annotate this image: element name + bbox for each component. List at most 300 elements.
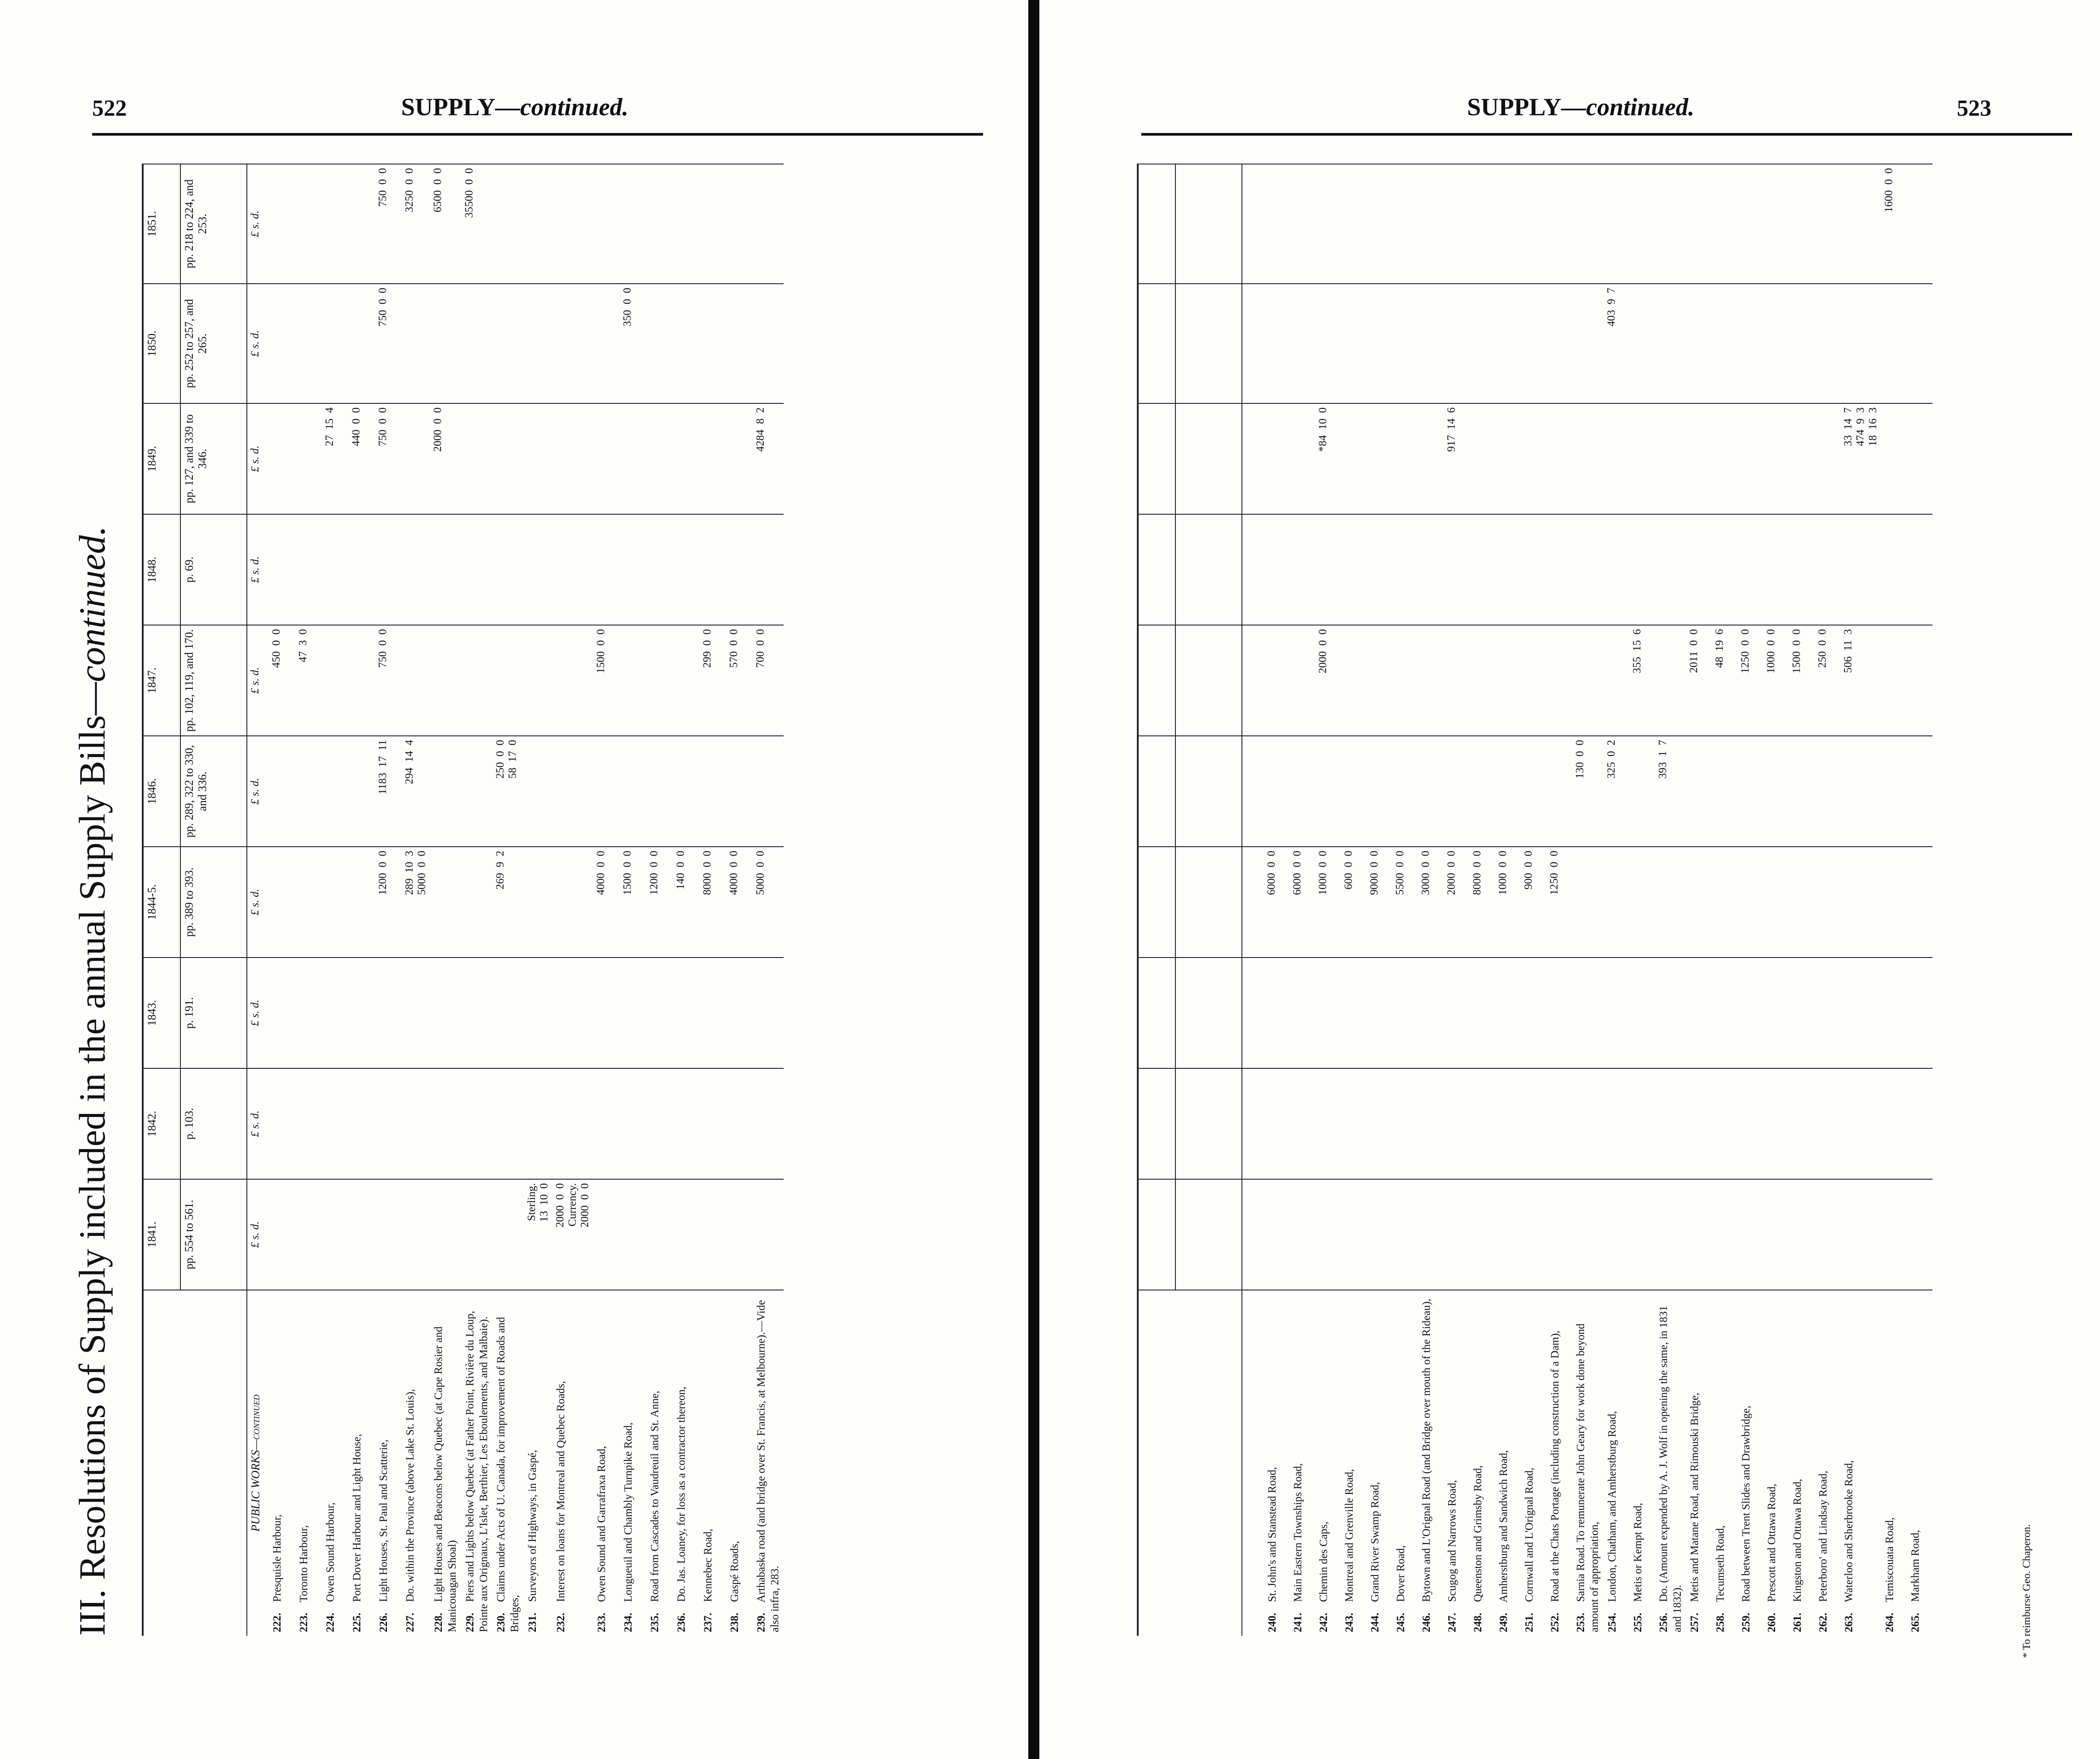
amount-cell <box>1264 1179 1289 1290</box>
item-description <box>322 1290 348 1636</box>
amount-cell <box>1712 847 1737 958</box>
amount-cell: 750 0 0 <box>375 625 402 736</box>
amount-cell <box>699 1068 726 1179</box>
amount-cell <box>1737 1068 1763 1179</box>
amount-cell <box>1546 958 1572 1068</box>
amount-cell <box>322 625 348 736</box>
amount-cell: 8000 0 0 <box>1469 847 1495 958</box>
amount-cell <box>375 958 402 1068</box>
amount-cell <box>1712 1179 1737 1290</box>
rotated-table-left <box>72 164 984 1636</box>
amount-cell <box>1789 847 1815 958</box>
amount-cell <box>726 403 753 514</box>
amount-cell <box>322 847 348 958</box>
amount-cell: *84 10 0 <box>1315 403 1341 514</box>
amount-cell <box>1881 284 1907 403</box>
section-heading <box>1242 1290 1264 1636</box>
amount-cell <box>1289 514 1315 625</box>
amount-cell <box>1469 736 1495 847</box>
page-reference: p. 103. <box>180 1068 247 1179</box>
item-number: 253. <box>1575 1613 1587 1632</box>
table-row <box>753 164 784 1636</box>
amount-cell <box>1604 514 1629 625</box>
amount-cell <box>1737 403 1763 514</box>
year-header <box>1138 625 1175 736</box>
amount-cell: 1200 0 0 <box>646 847 673 958</box>
amount-cell <box>322 1068 348 1179</box>
amount-cell <box>524 736 552 847</box>
right-page <box>1039 0 2100 1759</box>
amount-cell <box>348 625 375 736</box>
amount-cell <box>1629 958 1655 1068</box>
item-number: 237. <box>702 1613 714 1632</box>
year-header <box>1138 284 1175 403</box>
table-row <box>348 164 375 1636</box>
table-row <box>1495 164 1521 1636</box>
year-header <box>1138 164 1175 284</box>
amount-cell <box>552 284 593 403</box>
amount-cell <box>295 847 322 958</box>
amount-cell: 900 0 0 <box>1521 847 1546 958</box>
item-description <box>269 1290 295 1636</box>
amount-cell <box>1366 403 1392 514</box>
amount-cell <box>430 284 461 403</box>
amount-cell <box>1789 284 1815 403</box>
amount-cell <box>1763 958 1789 1068</box>
amount-cell <box>552 958 593 1068</box>
amount-cell: 35500 0 0 <box>461 164 493 284</box>
amount-cell <box>593 958 620 1068</box>
amount-cell <box>1789 736 1815 847</box>
amount-cell <box>593 284 620 403</box>
amount-cell: 393 1 7 <box>1655 736 1686 847</box>
item-description <box>1418 1290 1444 1636</box>
item-text: Amherstburg and Sandwich Road, <box>1498 1450 1510 1605</box>
amount-cell: 600 0 0 <box>1341 847 1366 958</box>
amount-cell <box>1444 958 1469 1068</box>
amount-cell <box>1546 403 1572 514</box>
table-row <box>524 164 552 1636</box>
amount-cell <box>593 736 620 847</box>
table-row <box>1686 164 1712 1636</box>
amount-cell <box>1366 514 1392 625</box>
unit-label <box>1242 164 1264 284</box>
amount-cell <box>402 403 430 514</box>
amount-cell: 1183 17 11 <box>375 736 402 847</box>
amount-cell <box>1840 1179 1881 1290</box>
page-reference: p. 191. <box>180 958 247 1068</box>
amount-cell <box>1629 1179 1655 1290</box>
amount-cell <box>269 958 295 1068</box>
amount-cell <box>1907 625 1932 736</box>
amount-cell <box>1264 514 1289 625</box>
amount-cell <box>1655 1179 1686 1290</box>
amount-cell: 2000 0 0 <box>1315 625 1341 736</box>
amount-cell <box>402 284 430 403</box>
item-number: 241. <box>1292 1613 1304 1632</box>
table-row <box>295 164 322 1636</box>
amount-cell <box>402 625 430 736</box>
amount-cell <box>1495 284 1521 403</box>
amount-cell <box>1737 284 1763 403</box>
item-text: Gaspé Roads, <box>728 1541 741 1605</box>
amount-cell <box>753 514 784 625</box>
year-header: 1841. <box>143 1179 180 1290</box>
amount-cell <box>1686 164 1712 284</box>
unit-label: £ s. d. <box>247 284 269 403</box>
amount-cell <box>1655 284 1686 403</box>
amount-cell <box>1341 958 1366 1068</box>
amount-cell <box>1629 1068 1655 1179</box>
item-number: 226. <box>378 1613 390 1632</box>
running-head: SUPPLY—continued. <box>401 94 628 121</box>
table-row <box>593 164 620 1636</box>
amount-cell <box>1763 284 1789 403</box>
page-reference <box>1175 736 1242 847</box>
amount-cell <box>1840 847 1881 958</box>
item-number: 227. <box>404 1613 416 1632</box>
item-description <box>673 1290 699 1636</box>
amount-cell: 294 14 4 <box>402 736 430 847</box>
page-reference <box>1175 284 1242 403</box>
amount-cell <box>1789 958 1815 1068</box>
amount-cell <box>1572 1068 1604 1179</box>
year-header <box>1138 403 1175 514</box>
item-number: 252. <box>1549 1613 1561 1632</box>
amount-cell <box>552 847 593 958</box>
amount-cell <box>1737 514 1763 625</box>
amount-cell <box>1495 403 1521 514</box>
amount-cell <box>322 164 348 284</box>
amount-cell: 140 0 0 <box>673 847 699 958</box>
unit-label <box>1242 958 1264 1068</box>
item-text: Owen Sound and Garrafraxa Road, <box>595 1446 608 1605</box>
item-number: 245. <box>1395 1613 1407 1632</box>
amount-cell <box>1495 958 1521 1068</box>
amount-cell <box>1521 736 1546 847</box>
amount-cell <box>1444 1068 1469 1179</box>
amount-cell <box>1840 736 1881 847</box>
amount-cell: 4000 0 0 <box>593 847 620 958</box>
amount-cell <box>348 284 375 403</box>
item-text: Road from Cascades to Vaudreuil and St. Anne, <box>648 1391 661 1605</box>
amount-cell <box>1737 958 1763 1068</box>
year-header: 1846. <box>143 736 180 847</box>
amount-cell <box>1546 1068 1572 1179</box>
amount-cell <box>1881 514 1907 625</box>
amount-cell <box>1763 403 1789 514</box>
amount-cell <box>673 403 699 514</box>
item-text: Peterboro' and Lindsay Road, <box>1817 1470 1829 1605</box>
amount-cell <box>1686 1068 1712 1179</box>
amount-cell <box>1264 164 1289 284</box>
amount-cell <box>322 958 348 1068</box>
item-number: 263. <box>1843 1613 1855 1632</box>
amount-cell <box>1686 847 1712 958</box>
amount-cell <box>295 164 322 284</box>
item-number: 225. <box>351 1613 363 1632</box>
amount-cell <box>348 1068 375 1179</box>
item-number: 257. <box>1689 1613 1701 1632</box>
amount-cell <box>1289 1068 1315 1179</box>
amount-cell <box>1604 403 1629 514</box>
amount-cell <box>269 1068 295 1179</box>
amount-cell <box>1655 164 1686 284</box>
unit-label <box>1242 284 1264 403</box>
amount-cell <box>269 164 295 284</box>
item-description <box>726 1290 753 1636</box>
amount-cell <box>1521 284 1546 403</box>
amount-cell <box>552 403 593 514</box>
amount-cell <box>1907 403 1932 514</box>
amount-cell: Sterling. 13 10 0 <box>524 1179 552 1290</box>
item-description <box>1392 1290 1418 1636</box>
amount-cell <box>1418 403 1444 514</box>
amount-cell: 2000 0 0 <box>430 403 461 514</box>
page-number: 523 <box>1957 96 1991 121</box>
item-text: Montreal and Grenville Road, <box>1343 1469 1355 1605</box>
table-row <box>1572 164 1604 1636</box>
amount-cell: 48 19 6 <box>1712 625 1737 736</box>
item-number: 232. <box>554 1613 567 1632</box>
amount-cell <box>492 1179 524 1290</box>
item-text: Queenston and Grimsby Road, <box>1472 1465 1484 1605</box>
page-reference <box>1175 958 1242 1068</box>
amount-cell <box>348 847 375 958</box>
rule <box>1141 133 2072 136</box>
amount-cell <box>1546 164 1572 284</box>
amount-cell: 6000 0 0 <box>1264 847 1289 958</box>
rule <box>92 133 983 136</box>
table-row <box>646 164 673 1636</box>
amount-cell <box>1686 284 1712 403</box>
amount-cell <box>1604 1179 1629 1290</box>
amount-cell <box>1572 514 1604 625</box>
amount-cell <box>492 514 524 625</box>
amount-cell: 27 15 4 <box>322 403 348 514</box>
amount-cell <box>646 958 673 1068</box>
amount-cell <box>673 1068 699 1179</box>
amount-cell <box>593 514 620 625</box>
item-description <box>1521 1290 1546 1636</box>
amount-cell <box>322 736 348 847</box>
amount-cell <box>461 284 493 403</box>
amount-cell <box>1572 625 1604 736</box>
amount-cell <box>1712 164 1737 284</box>
amount-cell <box>1737 736 1763 847</box>
amount-cell <box>1366 958 1392 1068</box>
table-row <box>1815 164 1840 1636</box>
table-row <box>1264 164 1289 1636</box>
supply-table-continued <box>1137 164 1932 1636</box>
amount-cell <box>1418 1179 1444 1290</box>
table-row <box>1655 164 1686 1636</box>
page-reference <box>1175 403 1242 514</box>
amount-cell <box>1392 625 1418 736</box>
table-row <box>552 164 593 1636</box>
item-number: 248. <box>1472 1613 1484 1632</box>
amount-cell <box>1907 736 1932 847</box>
amount-cell <box>1392 958 1418 1068</box>
amount-cell <box>1881 1179 1907 1290</box>
item-description <box>1737 1290 1763 1636</box>
table-row <box>461 164 493 1636</box>
amount-cell <box>1907 1179 1932 1290</box>
amount-cell <box>1763 514 1789 625</box>
item-text: Kennebec Road, <box>702 1528 714 1605</box>
table-row <box>1881 164 1907 1636</box>
amount-cell <box>1495 514 1521 625</box>
amount-cell <box>1655 625 1686 736</box>
item-number: 254. <box>1606 1613 1618 1632</box>
amount-cell <box>1572 958 1604 1068</box>
amount-cell: 5000 0 0 <box>753 847 784 958</box>
amount-cell <box>1289 736 1315 847</box>
amount-cell <box>269 847 295 958</box>
amount-cell <box>1907 164 1932 284</box>
amount-cell: 403 9 7 <box>1604 284 1629 403</box>
amount-cell <box>1392 403 1418 514</box>
item-number: 224. <box>324 1613 336 1632</box>
item-text: Sarnia Road. To remunerate John Geary for work done beyond amount of appropriation, <box>1575 1323 1601 1632</box>
amount-cell <box>492 403 524 514</box>
item-number: 242. <box>1318 1613 1330 1632</box>
amount-cell <box>1840 958 1881 1068</box>
item-number: 247. <box>1446 1613 1458 1632</box>
amount-cell <box>1495 1179 1521 1290</box>
item-description <box>524 1290 552 1636</box>
item-description <box>295 1290 322 1636</box>
page-number: 522 <box>92 96 127 121</box>
item-description <box>1686 1290 1712 1636</box>
amount-cell <box>1444 514 1469 625</box>
item-description <box>1840 1290 1881 1636</box>
amount-cell <box>295 403 322 514</box>
amount-cell <box>1418 736 1444 847</box>
amount-cell <box>1686 1179 1712 1290</box>
amount-cell <box>726 284 753 403</box>
item-number: 265. <box>1909 1613 1921 1632</box>
amount-cell <box>620 403 646 514</box>
header-corner <box>1138 1290 1242 1636</box>
year-header: 1848. <box>143 514 180 625</box>
amount-cell <box>726 1179 753 1290</box>
item-text: Do. (Amount expended by A. J. Wolf in opening the same, in 1831 and 1832). <box>1657 1306 1683 1632</box>
table-row <box>1444 164 1469 1636</box>
amount-cell <box>552 625 593 736</box>
amount-cell <box>1655 1068 1686 1179</box>
amount-cell <box>1546 625 1572 736</box>
amount-cell <box>699 514 726 625</box>
amount-cell <box>1840 164 1881 284</box>
amount-cell <box>461 514 493 625</box>
amount-cell <box>348 514 375 625</box>
amount-cell: 1250 0 0 <box>1737 625 1763 736</box>
amount-cell <box>1629 403 1655 514</box>
item-number: 244. <box>1369 1613 1381 1632</box>
table-row <box>699 164 726 1636</box>
amount-cell <box>753 284 784 403</box>
amount-cell <box>430 625 461 736</box>
amount-cell <box>1366 284 1392 403</box>
page-reference: pp. 389 to 393. <box>180 847 247 958</box>
amount-cell <box>1881 958 1907 1068</box>
item-text: Temiscouata Road, <box>1884 1517 1896 1605</box>
item-number: 256. <box>1657 1613 1670 1632</box>
amount-cell <box>492 958 524 1068</box>
page-reference <box>1175 625 1242 736</box>
item-description <box>620 1290 646 1636</box>
table-row <box>402 164 430 1636</box>
item-text: Port Dover Harbour and Light House, <box>351 1434 363 1605</box>
item-number: 228. <box>433 1613 445 1632</box>
item-text: London, Chatham, and Amherstburg Road, <box>1606 1411 1618 1605</box>
amount-cell <box>430 514 461 625</box>
amount-cell <box>461 958 493 1068</box>
amount-cell <box>1629 736 1655 847</box>
amount-cell <box>1444 625 1469 736</box>
item-number: 258. <box>1714 1613 1726 1632</box>
amount-cell: 4000 0 0 <box>726 847 753 958</box>
item-text: Metis or Kempt Road, <box>1632 1503 1644 1605</box>
amount-cell <box>1655 847 1686 958</box>
unit-label: £ s. d. <box>247 514 269 625</box>
amount-cell <box>322 1179 348 1290</box>
amount-cell <box>1815 1068 1840 1179</box>
item-description <box>552 1290 593 1636</box>
amount-cell <box>1763 1068 1789 1179</box>
amount-cell <box>524 1068 552 1179</box>
amount-cell <box>673 1179 699 1290</box>
amount-cell <box>1840 284 1881 403</box>
supply-table <box>142 164 784 1636</box>
amount-cell <box>1655 403 1686 514</box>
item-number: 239. <box>755 1613 767 1632</box>
amount-cell <box>1469 1068 1495 1179</box>
item-text: St. John's and Stanstead Road, <box>1266 1467 1278 1605</box>
item-description <box>1341 1290 1366 1636</box>
amount-cell <box>1572 164 1604 284</box>
book-gutter <box>1028 0 1039 1759</box>
unit-label: £ s. d. <box>247 1068 269 1179</box>
amount-cell: 8000 0 0 <box>699 847 726 958</box>
item-text: Arthabaska road (and bridge over St. Francis, at Melbourne).—Vide also infra, 283. <box>755 1300 781 1632</box>
unit-label <box>1242 1179 1264 1290</box>
amount-cell <box>1546 736 1572 847</box>
amount-cell <box>1604 958 1629 1068</box>
table-row <box>1907 164 1932 1636</box>
amount-cell <box>1655 514 1686 625</box>
amount-cell: 1600 0 0 <box>1881 164 1907 284</box>
table-row <box>726 164 753 1636</box>
page-reference: pp. 554 to 561. <box>180 1179 247 1290</box>
amount-cell <box>1444 164 1469 284</box>
amount-cell <box>402 514 430 625</box>
amount-cell <box>620 1068 646 1179</box>
item-text: Tecumseth Road, <box>1714 1525 1726 1605</box>
table-row <box>322 164 348 1636</box>
amount-cell <box>1469 625 1495 736</box>
amount-cell <box>524 847 552 958</box>
amount-cell <box>1572 403 1604 514</box>
amount-cell <box>1840 514 1881 625</box>
item-text: Claims under Acts of U. Canada, for improvement of Roads and Bridges, <box>495 1317 521 1632</box>
year-header: 1843. <box>143 958 180 1068</box>
amount-cell <box>1418 514 1444 625</box>
item-text: Longueuil and Chambly Turnpike Road, <box>622 1422 634 1605</box>
amount-cell: 3250 0 0 <box>402 164 430 284</box>
amount-cell <box>620 1179 646 1290</box>
